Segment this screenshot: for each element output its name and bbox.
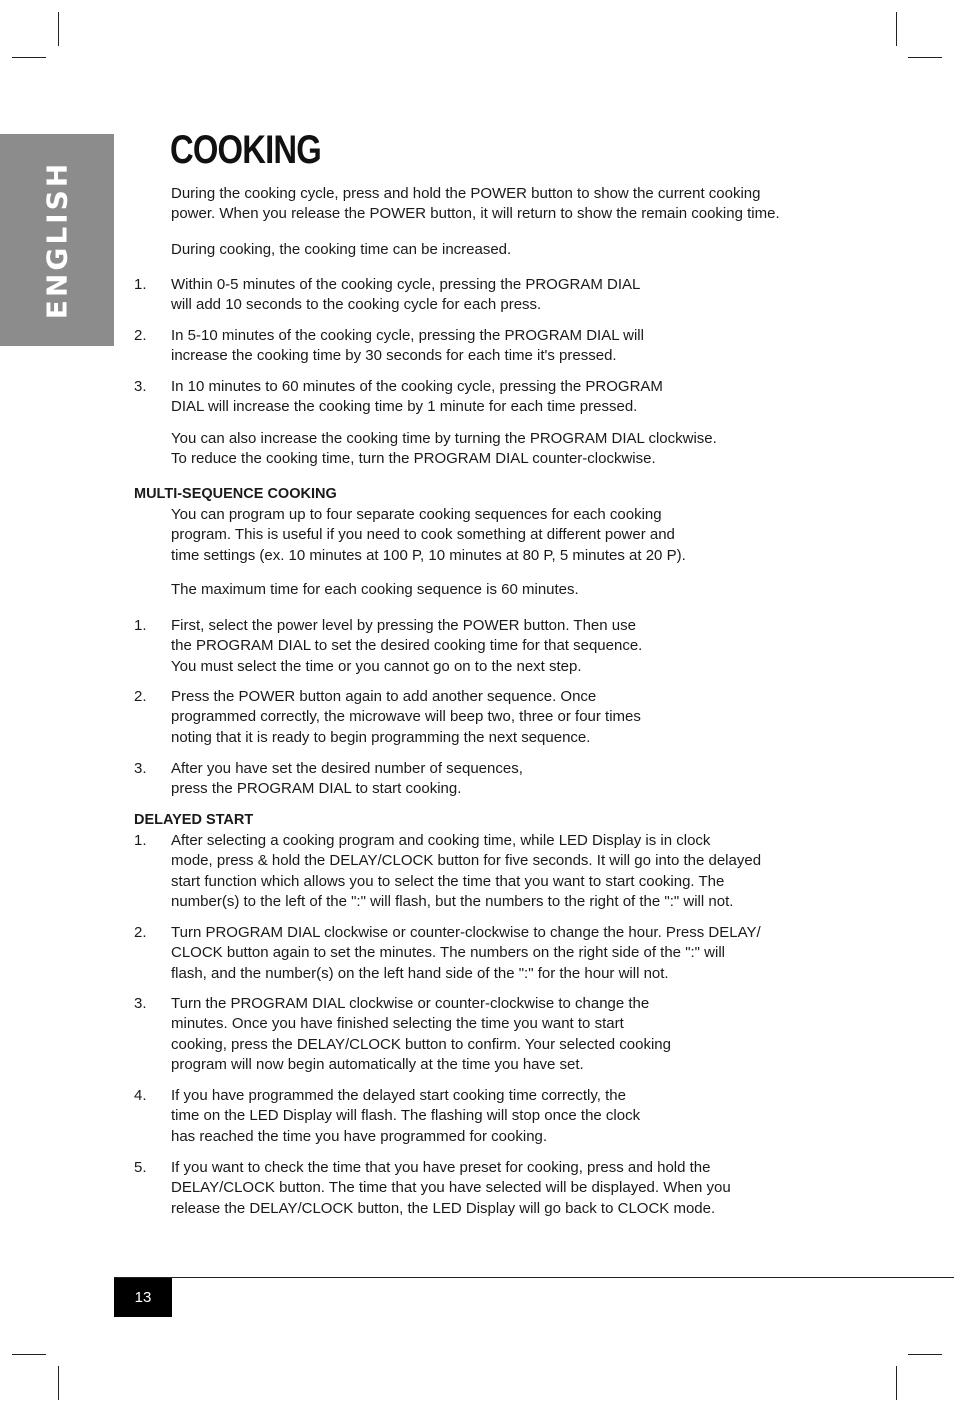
crop-mark [12,57,46,58]
step-number: 1. [134,832,147,849]
step-text: Turn PROGRAM DIAL clockwise or counter-clockwise to change the hour. Press DELAY/ CLOCK button again to set the minutes. The numbers on the right side of the ":" will flash, and the number(s) on the left hand side of the ":" for the hour will not. [171,924,761,982]
dial-note: You can also increase the cooking time by turning the PROGRAM DIAL clockwise. To reduce the cooking time, turn the PROGRAM DIAL counter-clockwise. [171,430,717,468]
language-tab [0,134,114,346]
step-text: Turn the PROGRAM DIAL clockwise or counter-clockwise to change the minutes. Once you have finished selecting the time you want to start cooking, press the DELAY/CLOCK button to confirm. Your selected cooking program will now begin automatically at the time you have set. [171,995,671,1074]
step-text: If you have programmed the delayed start cooking time correctly, the time on the LED Display will flash. The flashing will stop once the clock has reached the time you have programmed for cooking. [171,1087,641,1145]
step-number: 3. [134,995,147,1012]
crop-mark [58,1366,59,1400]
step-number: 5. [134,1159,147,1176]
step-text: In 10 minutes to 60 minutes of the cooking cycle, pressing the PROGRAM DIAL will increase the cooking time by 1 minute for each time pressed. [171,378,663,416]
language-tab-label: ENGLISH [40,160,74,320]
crop-mark [896,12,897,46]
step-text: After selecting a cooking program and cooking time, while LED Display is in clock mode, press & hold the DELAY/CLOCK button for five seconds. It will go into the delayed start function which allows you to select the time that you want to start cooking. The number(s) to the left of the ":" will flash, but the numbers to the right of the ":" will not. [171,832,762,911]
section-heading-delayed-start: DELAYED START [134,812,254,828]
page-title: COOKING [170,128,321,172]
step-text: After you have set the desired number of sequences, press the PROGRAM DIAL to start cooking. [171,760,523,798]
step-number: 4. [134,1087,147,1104]
step-text: First, select the power level by pressing the POWER button. Then use the PROGRAM DIAL to set the desired cooking time for that sequence. You must select the time or you cannot go on to the next step. [171,617,643,675]
crop-mark [908,1354,942,1355]
intro-paragraph: During cooking, the cooking time can be increased. [171,241,512,258]
step-text: If you want to check the time that you have preset for cooking, press and hold the DELAY/CLOCK button. The time that you have selected will be displayed. When you release the DELAY/CLOCK button, the LED Display will go back to CLOCK mode. [171,1159,731,1217]
crop-mark [58,12,59,46]
section-heading-multi-sequence: MULTI-SEQUENCE COOKING [134,486,337,502]
step-number: 2. [134,688,147,705]
step-number: 3. [134,760,147,777]
step-text: Press the POWER button again to add another sequence. Once programmed correctly, the microwave will beep two, three or four times noting that it is ready to begin programming the next sequence. [171,688,641,746]
crop-mark [908,57,942,58]
multi-sequence-paragraph: You can program up to four separate cooking sequences for each cooking program. This is useful if you need to cook something at different power and time settings (ex. 10 minutes at 100 P, 10 minutes at 80 P, 5 minutes at 20 P). [171,506,686,564]
crop-mark [896,1366,897,1400]
intro-paragraph: During the cooking cycle, press and hold the POWER button to show the current cooking power. When you release the POWER button, it will return to show the remain cooking time. [171,185,780,223]
step-number: 3. [134,378,147,395]
multi-sequence-paragraph: The maximum time for each cooking sequence is 60 minutes. [171,581,579,598]
step-number: 2. [134,327,147,344]
footer-divider [114,1277,954,1278]
step-number: 1. [134,617,147,634]
step-text: Within 0-5 minutes of the cooking cycle, pressing the PROGRAM DIAL will add 10 seconds to the cooking cycle for each press. [171,276,641,314]
step-number: 1. [134,276,147,293]
crop-mark [12,1354,46,1355]
step-text: In 5-10 minutes of the cooking cycle, pressing the PROGRAM DIAL will increase the cooking time by 30 seconds for each time it's pressed. [171,327,644,365]
page-number: 13 [114,1278,172,1317]
step-number: 2. [134,924,147,941]
